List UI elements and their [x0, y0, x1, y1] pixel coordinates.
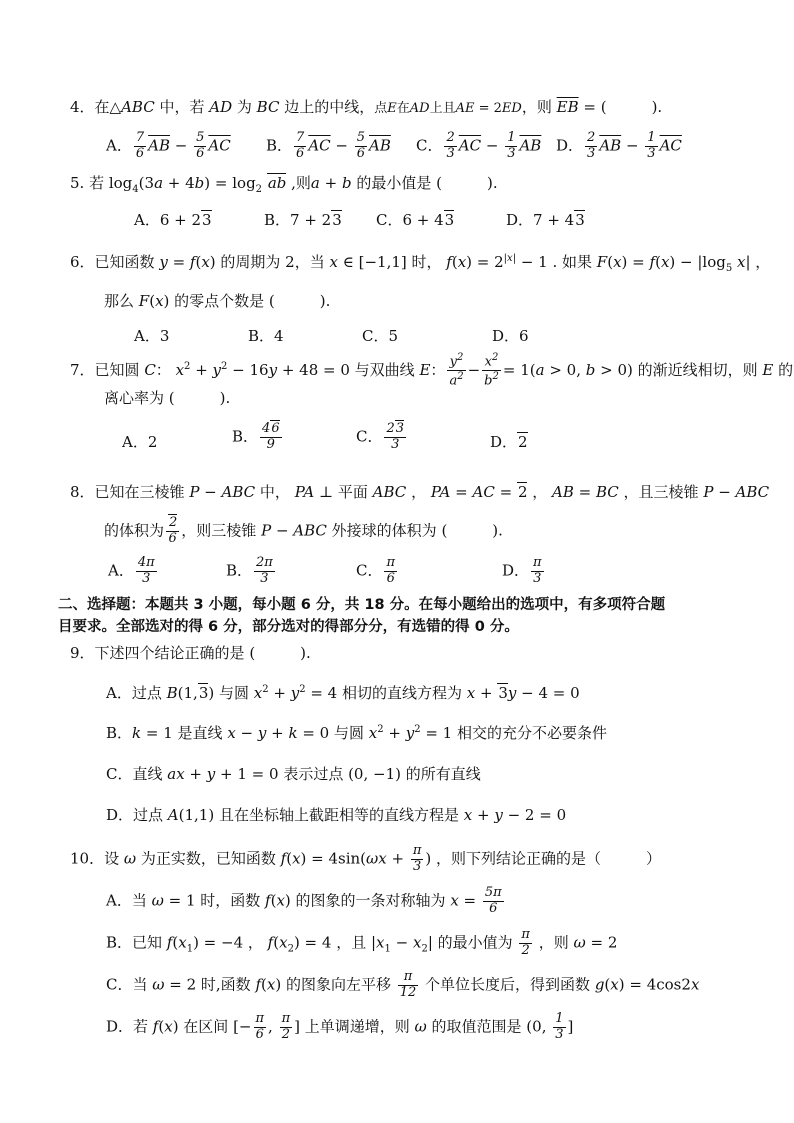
q10-option-a: A．当 ω = 1 时，函数 f(x) 的图象的一条对称轴为 x = $\frac{5\pi}{6}$	[106, 885, 502, 916]
q6-option-c: C．5	[362, 327, 399, 345]
q6-option-a: A．3	[134, 327, 170, 345]
question-6-stem-line2: 那么 F(x) 的零点个数是 ( ).	[104, 292, 331, 310]
q9-option-a: A．过点 B(1,3) 与圆 $x^2 + y^2 = 4$ 相切的直线方程为 x + 3y − 4 = 0	[106, 684, 580, 702]
question-8-stem-line2: 的体积为 $\frac{2}{6}$ ，则三棱锥 P − ABC 外接球的体积为 ( ).	[104, 515, 503, 546]
q10-option-b: B．已知 $f(x_1) = -4$ ， $f(x_2) = 4$ ，且 $|x_1 - x_2|$ 的最小值为 $\frac{\pi}{2}$ ，则 ω = 2	[106, 927, 618, 958]
q7-option-c: C． $\frac{23}{3}$	[356, 421, 405, 452]
q6-option-b: B．4	[248, 327, 284, 345]
section-2-heading-line1: 二、选择题：本题共 3 小题，每小题 6 分，共 18 分。在每小题给出的选项中，有多项符合题	[58, 597, 666, 613]
q9-option-b: B．k = 1 是直线 x − y + k = 0 与圆 $x^2 + y^2 = 1$ 相交的充分不必要条件	[106, 724, 607, 742]
q8-option-c: C． $\frac{\pi}{6}$	[356, 555, 396, 586]
q8-option-b: B． $\frac{2\pi}{3}$	[226, 555, 273, 586]
q7-option-d: D．2	[490, 433, 528, 451]
q9-option-d: D．过点 A(1,1) 且在坐标轴上截距相等的直线方程是 x + y − 2 = 0	[106, 806, 567, 824]
q10-option-c: C．当 ω = 2 时,函数 f(x) 的图象向左平移 $\frac{\pi}{12}$ 个单位长度后，得到函数 g(x) = 4cos2x	[106, 969, 700, 1000]
q4-option-d: D． $\frac{2}{3}$ $\overline{AB}$ − $\frac{1}{3}$ $\overline{AC}$	[556, 130, 682, 161]
question-9-stem: 9．下述四个结论正确的是 ( ).	[70, 644, 311, 662]
q8-option-d: D． $\frac{\pi}{3}$	[502, 555, 542, 586]
question-6-stem-line1: 6．已知函数 y = f(x) 的周期为 2，当 x ∈ [−1,1] 时， $f(x) = 2^{|x|} - 1$ . 如果 $F(x) = f(x) - |\log_5$ x| ，	[70, 253, 771, 274]
question-7-stem-line2: 离心率为 ( ).	[104, 389, 231, 407]
question-7-stem-line1: 7．已知圆 C： $x^2 + y^2 - 16y + 48 = 0$ 与双曲线 E： $\frac{y^2}{a^2}$ − $\frac{x^2}{b^2}$ = 1(a > 0, b > 0) 的渐近线相切，则 E 的	[70, 352, 794, 389]
section-2-heading-line2: 目要求。全部选对的得 6 分，部分选对的得部分分，有选错的得 0 分。	[58, 619, 519, 635]
q5-option-c: C．6 + 43	[376, 211, 455, 229]
question-5-stem: 5. 若 $\log_4(3a + 4b) = \log_2$ ab ,则a + b 的最小值是 ( ).	[70, 174, 498, 195]
q5-option-b: B．7 + 23	[264, 211, 342, 229]
question-10-stem: 10．设 ω 为正实数，已知函数 f(x) = 4sin(ωx + $\frac{\pi}{3}$ ) ，则下列结论正确的是（ ）	[70, 843, 662, 874]
q5-option-a: A．6 + 23	[134, 211, 212, 229]
question-8-stem-line1: 8．已知在三棱锥 P − ABC 中， PA ⊥ 平面 ABC ， PA = AC = 2 ， AB = BC ，且三棱锥 P − ABC	[70, 483, 770, 501]
q10-option-d: D．若 f(x) 在区间 [− $\frac{\pi}{6}$ , $\frac{\pi}{2}$ ] 上单调递增，则 ω 的取值范围是 (0, $\frac{1}{3}$ ]	[106, 1011, 574, 1042]
q8-option-a: A． $\frac{4\pi}{3}$	[108, 555, 155, 586]
q4-option-c: C． $\frac{2}{3}$ $\overline{AC}$ − $\frac{1}{3}$ $\overline{AB}$	[416, 130, 542, 161]
q7-option-a: A．2	[122, 433, 158, 451]
q9-option-c: C．直线 ax + y + 1 = 0 表示过点 (0, −1) 的所有直线	[106, 765, 481, 783]
q6-option-d: D．6	[492, 327, 529, 345]
q7-option-b: B． $\frac{46}{9}$	[232, 421, 280, 452]
q5-option-d: D．7 + 43	[506, 211, 585, 229]
q4-option-b: B． $\frac{7}{6}$ $\overline{AC}$ − $\frac{5}{6}$ $\overline{AB}$	[266, 130, 391, 161]
q4-option-a: A． $\frac{7}{6}$ $\overline{AB}$ − $\frac{5}{6}$ $\overline{AC}$	[106, 130, 231, 161]
question-4-stem: 4．在△ABC 中，若 AD 为 BC 边上的中线，点E在AD上且AE = 2ED，则 $\overline{EB}$ = ( ).	[70, 98, 663, 116]
